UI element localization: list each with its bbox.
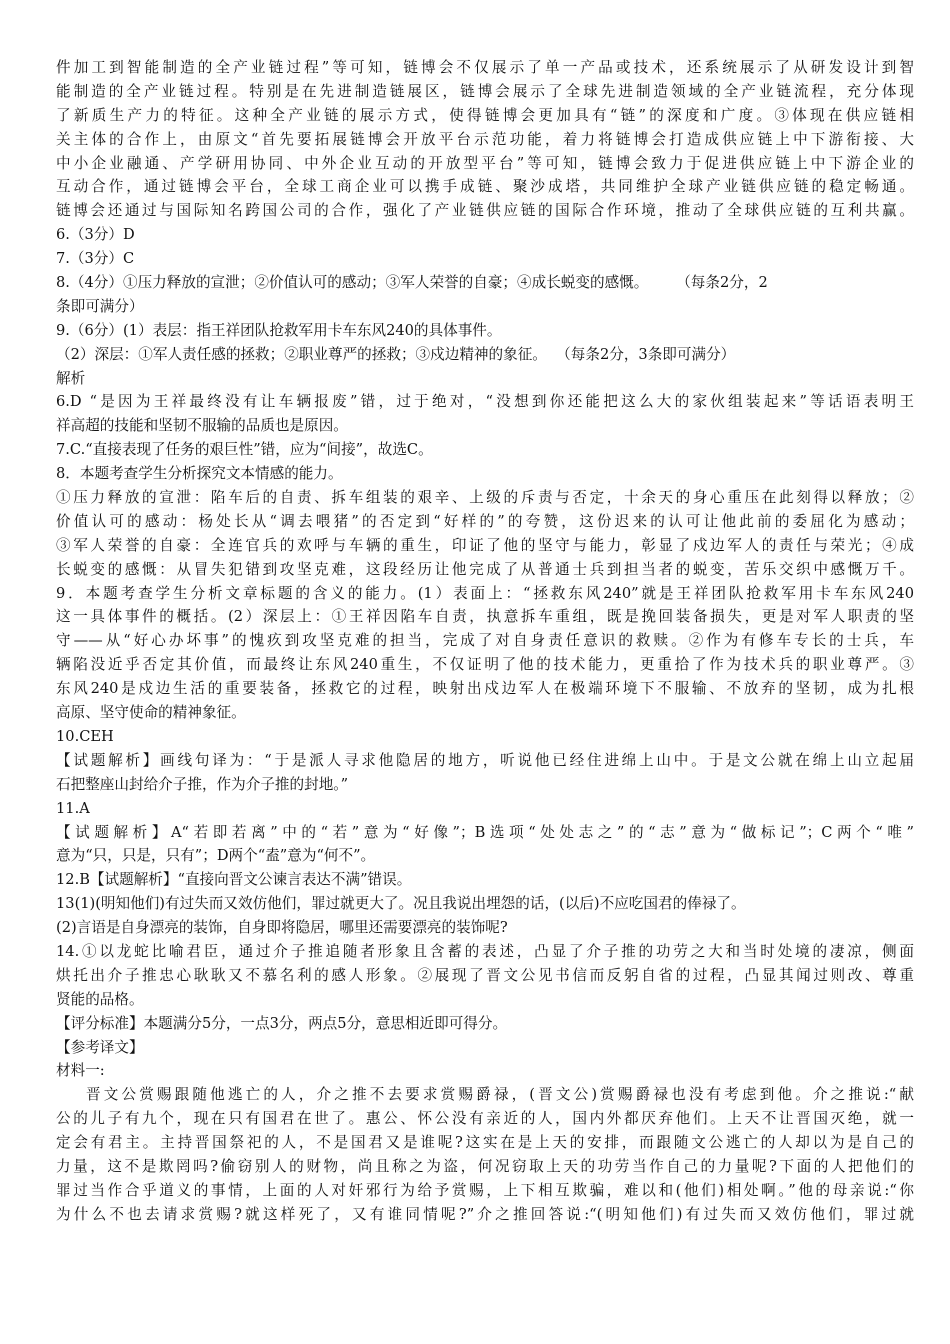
text-line: 中小企业融通、产学研用协同、中外企业互动的开放型平台”等可知，链博会致力于促进供应链上中下游企业的 (56, 154, 914, 172)
text-line: 意为“只，只是，只有”；D两个“盍”意为“何不”。 (56, 847, 376, 865)
text-line: 晋文公赏赐跟随他逃亡的人，介之推不去要求赏赐爵禄，(晋文公)赏赐爵禄也没有考虑到他。介之推说:“献 (86, 1086, 914, 1104)
text-line: 件加工到智能制造的全产业链过程”等可知，链博会不仅展示了单一产品或技术，还系统展示了从研发设计到智 (56, 59, 914, 76)
text-line: 公的儿子有九个，现在只有国君在世了。惠公、怀公没有亲近的人，国内外都厌弃他们。上天不让晋国灭绝，就一 (56, 1110, 914, 1128)
text-line: （2）深层：①军人责任感的拯救；②职业尊严的拯救；③戍边精神的象征。 （每条2分，3条即可满分） (56, 345, 736, 363)
text-line: (2)言语是自身漂亮的装饰，自身即将隐居，哪里还需要漂亮的装饰呢? (56, 919, 508, 937)
text-line: 链博会还通过与国际知名跨国公司的合作，强化了产业链供应链的国际合作环境，推动了全球供应链的互利共赢。 (56, 202, 914, 220)
text-line: 6.（3分）D (56, 226, 135, 244)
text-line: 烘托出介子推忠心耿耿又不慕名利的感人形象。②展现了晋文公见书信而反躬自省的过程，凸显其闻过则改、尊重 (56, 966, 914, 984)
document-page (56, 56, 914, 1227)
text-line: 【试题解析】A“若即若离”中的“若”意为“好像”；B选项“处处志之”的“志”意为“做标记”；C两个“唯” (56, 823, 914, 841)
text-line: 材料一: (56, 1062, 105, 1080)
text-line: 石把整座山封给介子推，作为介子推的封地。” (56, 775, 349, 793)
text-line: 定会有君主。主持晋国祭祀的人，不是国君又是谁呢?这实在是上天的安排，而跟随文公逃亡的人却以为是自己的 (56, 1134, 914, 1152)
text-line: 【评分标准】本题满分5分，一点3分，两点5分，意思相近即可得分。 (56, 1014, 508, 1032)
text-line: 罪过当作合乎道义的事情，上面的人对奸邪行为给予赏赐，上下相互欺骗，难以和(他们)相处啊。”他的母亲说:“你 (56, 1181, 914, 1199)
text-line: 8.（4分）①压力释放的宣泄；②价值认可的感动；③军人荣誉的自豪；④成长蜕变的感慨。 （每条2分，2 (56, 274, 768, 292)
text-line: 守——从“好心办坏事”的愧疚到攻坚克难的担当，完成了对自身责任意识的救赎。②作为有修车专长的士兵，车 (56, 632, 914, 650)
text-line: 关主体的合作上，由原文“首先要拓展链博会开放平台示范功能，着力将链博会打造成供应链上中下游衔接、大 (56, 130, 914, 148)
text-line: 11.A (56, 799, 90, 817)
text-line: ①压力释放的宣泄：陷车后的自责、拆车组装的艰辛、上级的斥责与否定，十余天的身心重压在此刻得以释放；② (56, 489, 914, 507)
text-line: 9.（6分）(1）表层：指王祥团队抢救军用卡车东风240的具体事件。 (56, 321, 502, 339)
text-line: 【试题解析】画线句译为：“于是派人寻求他隐居的地方，听说他已经住进绵上山中。于是文公就在绵上山立起届 (56, 751, 914, 769)
text-line: 12.B【试题解析】“直接向晋文公谏言表达不满”错误。 (56, 871, 412, 889)
text-line: 贤能的品格。 (56, 990, 144, 1008)
text-line: 了新质生产力的特征。这种全产业链的展示方式，使得链博会更加具有“链”的深度和广度。③体现在供应链相 (56, 106, 914, 124)
text-line: 10.CEH (56, 727, 114, 745)
text-line: 这一具体事件的概括。(2）深层上：①王祥因陷车自责，执意拆车重组，既是挽回装备损失，更是对军人职责的坚 (56, 608, 914, 626)
text-line: 7.C.“直接表现了任务的艰巨性”错，应为“间接”，故选C。 (56, 441, 433, 459)
text-line: 【参考译文】 (56, 1038, 144, 1056)
text-line: 高原、坚守使命的精神象征。 (56, 704, 246, 722)
text-line: 祥高超的技能和坚韧不服输的品质也是原因。 (56, 417, 348, 435)
text-line: ③军人荣誉的自豪：全连官兵的欢呼与车辆的重生，印证了他的坚守与能力，彰显了戍边军人的责任与荣光；④成 (56, 536, 914, 554)
text-line: 7.（3分）C (56, 250, 135, 268)
text-line: 辆陷没近乎否定其价值，而最终让东风240重生，不仅证明了他的技术能力，更重拾了作为技术兵的职业尊严。③ (56, 656, 914, 674)
text-line: 6.D “是因为王祥最终没有让车辆报废”错，过于绝对，“没想到你还能把这么大的家伙组装起来”等话语表明王 (56, 393, 914, 411)
text-line: 能制造的全产业链过程。特别是在先进制造链展区，链博会展示了全球先进制造领域的全产业链流程，充分体现 (56, 82, 914, 100)
text-line: 解析 (56, 369, 86, 387)
text-line: 为什么不也去请求赏赐?就这样死了，又有谁同情呢?”介之推回答说:“(明知他们)有过失而又效仿他们，罪过就 (56, 1205, 914, 1223)
text-line: 14.①以龙蛇比喻君臣，通过介子推追随者形象且含蓄的表述，凸显了介子推的功劳之大和当时处境的凄凉，侧面 (56, 942, 914, 960)
text-line: 13(1)(明知他们)有过失而又效仿他们，罪过就更大了。况且我说出埋怨的话，(以后)不应吃国君的俸禄了。 (56, 895, 746, 913)
text-line: 长蜕变的感慨：从冒失犯错到攻坚克难，这段经历让他完成了从普通士兵到担当者的蜕变，苦乐交织中感慨万千。 (56, 560, 914, 578)
text-line: 东风240是戍边生活的重要装备，拯救它的过程，映射出戍边军人在极端环境下不服输、不放弃的坚韧，成为扎根 (56, 680, 914, 698)
text-line: 8．本题考查学生分析探究文本情感的能力。 (56, 465, 343, 483)
text-line: 力量，这不是欺罔吗?偷窃别人的财物，尚且称之为盗，何况窃取上天的功劳当作自己的力量呢?下面的人把他们的 (56, 1157, 914, 1175)
text-line: 9．本题考查学生分析文章标题的含义的能力。(1）表面上：“拯救东风240”就是王祥团队抢救军用卡车东风240 (56, 584, 914, 602)
text-line: 互动合作，通过链博会平台，全球工商企业可以携手成链、聚沙成塔，共同维护全球产业链供应链的稳定畅通。 (56, 178, 914, 196)
text-line: 条即可满分） (56, 297, 144, 315)
text-line: 价值认可的感动：杨处长从“调去喂猪”的否定到“好样的”的夸赞，这份迟来的认可让他此前的委屈化为感动； (56, 512, 914, 530)
